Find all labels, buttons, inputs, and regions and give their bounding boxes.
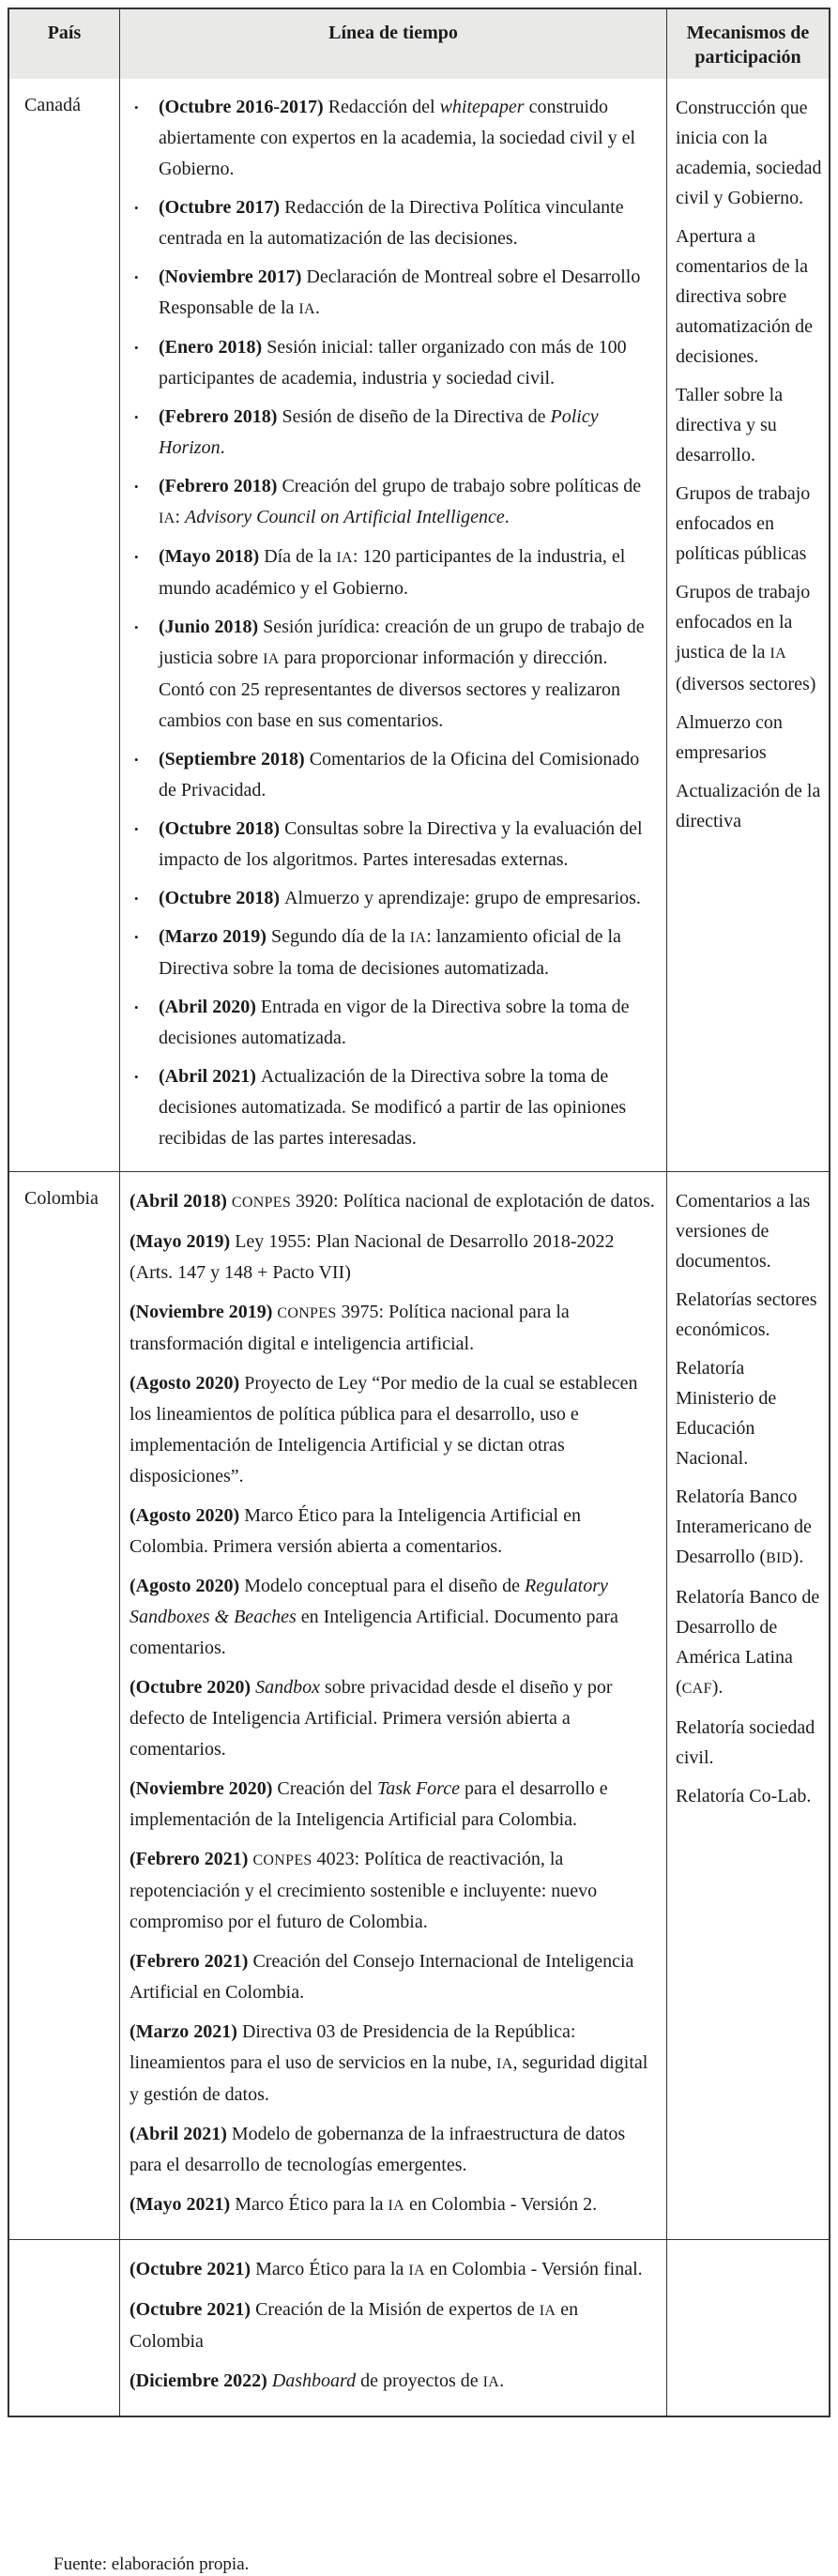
timeline-item: [130, 922, 655, 984]
timeline-item-text: (Febrero 2018) Sesión de diseño de la Directiva de Policy Horizon.: [159, 406, 599, 458]
timeline-item-text: (Abril 2020) Entrada en vigor de la Directiva sobre la toma de decisiones automatizada.: [159, 997, 630, 1048]
bullet-icon: •: [134, 270, 139, 284]
table-row: [9, 1171, 829, 2239]
small-caps-acronym: IA: [336, 550, 353, 566]
bullet-icon: •: [134, 753, 139, 767]
timeline-item: (Octubre 2020) Sandbox sobre privacidad desde el diseño y por defecto de Inteligencia Artificial. Primera versión abierta a comentarios.: [130, 1677, 613, 1760]
small-caps-acronym: IA: [769, 646, 787, 662]
bullet-icon: •: [134, 930, 139, 944]
timeline-item-date: (Octubre 2020): [130, 1677, 256, 1698]
timeline-item: (Agosto 2020) Marco Ético para la Inteligencia Artificial en Colombia. Primera versión abierta a comentarios.: [130, 1505, 581, 1557]
timeline-item: [130, 332, 655, 394]
timeline-item-date: (Octubre 2021): [130, 2259, 256, 2279]
timeline-item-date: (Noviembre 2019): [130, 1302, 278, 1322]
bullet-icon: •: [134, 892, 139, 906]
timeline-item-date: (Octubre 2017): [159, 197, 285, 218]
mechanisms-cell: [666, 79, 829, 1171]
timeline-item: (Agosto 2020) Proyecto de Ley “Por medio de la cual se establecen los lineamientos de política pública para el desarrollo, uso e implementación de Inteligencia Artificial y se dictan otras disposiciones”.: [130, 1373, 638, 1486]
timeline-item-date: (Diciembre 2022): [130, 2370, 272, 2391]
country-cell: Canadá: [24, 95, 81, 115]
mechanism-item: Taller sobre la directiva y su desarrollo.: [676, 385, 784, 465]
timeline-cell: [119, 2240, 666, 2416]
mechanism-item: Relatorías sectores económicos.: [676, 1289, 817, 1340]
mechanisms-cell: [666, 2240, 829, 2416]
bullet-icon: •: [134, 620, 139, 634]
small-caps-acronym: CONPES: [231, 1195, 292, 1211]
mechanism-item: Grupos de trabajo enfocados en políticas públicas: [676, 483, 811, 564]
table-row: [9, 79, 829, 1171]
mechanism-item: Relatoría Banco Interamericano de Desarrollo (BID).: [676, 1486, 812, 1567]
timeline-item: [130, 402, 655, 464]
timeline-item-text: (Febrero 2018) Creación del grupo de trabajo sobre políticas de IA: Advisory Council on Artificial Intelligence.: [159, 476, 642, 527]
timeline-item-date: (Mayo 2019): [130, 1231, 236, 1252]
bullet-icon: •: [134, 341, 139, 355]
small-caps-acronym: IA: [298, 301, 315, 317]
mechanism-item: Relatoría Co-Lab.: [676, 1786, 812, 1806]
timeline-item-text: (Enero 2018) Sesión inicial: taller organizado con más de 100 participantes de academia, industria y sociedad civil.: [159, 337, 627, 389]
timeline-item: [130, 814, 655, 876]
timeline-item-date: (Agosto 2020): [130, 1505, 245, 1526]
small-caps-acronym: IA: [496, 2056, 513, 2072]
timeline-item-date: (Noviembre 2020): [130, 1778, 278, 1799]
timeline-item: [130, 262, 655, 325]
timeline-item: [130, 992, 655, 1054]
timeline-cell: [119, 1172, 666, 2239]
bullet-icon: •: [134, 201, 139, 215]
header-cell-mechanisms: Mecanismos de participación: [666, 9, 829, 79]
timeline-item: (Noviembre 2019) CONPES 3975: Política nacional para la transformación digital e inteligencia artificial.: [130, 1302, 570, 1354]
country-cell: Colombia: [24, 1188, 99, 1209]
bullet-icon: •: [134, 100, 139, 114]
timeline-item-text: (Septiembre 2018) Comentarios de la Oficina del Comisionado de Privacidad.: [159, 749, 640, 800]
timeline-item-date: (Septiembre 2018): [159, 749, 310, 770]
timeline-item-date: (Octubre 2021): [130, 2299, 256, 2320]
timeline-item-date: (Abril 2018): [130, 1191, 232, 1212]
timeline-item: [130, 541, 655, 604]
timeline-item: (Agosto 2020) Modelo conceptual para el diseño de Regulatory Sandboxes & Beaches en Inteligencia Artificial. Documento para comentarios.: [130, 1576, 618, 1658]
timeline-item: [130, 471, 655, 534]
mechanism-item: Comentarios a las versiones de documentos.: [676, 1191, 811, 1272]
mechanism-item: Almuerzo con empresarios: [676, 712, 783, 763]
small-caps-acronym: IA: [159, 511, 175, 526]
timeline-item: [130, 92, 655, 185]
timeline-item-date: (Agosto 2020): [130, 1373, 245, 1394]
table-row: [9, 2239, 829, 2416]
timeline-item: [130, 612, 655, 737]
bullet-icon: •: [134, 480, 139, 494]
bullet-icon: •: [134, 1070, 139, 1084]
mechanism-item: Relatoría Ministerio de Educación Nacional.: [676, 1358, 777, 1469]
timeline-item-text: (Junio 2018) Sesión jurídica: creación de un grupo de trabajo de justicia sobre IA para proporcionar información y dirección. Contó con 25 representantes de diversos sectores y realizaron cambios con base en sus comentarios.: [159, 617, 645, 731]
timeline-cell: [119, 79, 666, 1171]
mechanism-item: Actualización de la directiva: [676, 781, 821, 831]
table-header-row: [9, 9, 829, 79]
timeline-item-text: (Abril 2021) Actualización de la Directiva sobre la toma de decisiones automatizada. Se modificó a partir de las opiniones recibidas de las partes interesadas.: [159, 1066, 627, 1149]
timeline-item-date: (Agosto 2020): [130, 1576, 245, 1596]
header-cell-timeline: Línea de tiempo: [119, 9, 666, 79]
table-body: [9, 79, 829, 2416]
country-ai-policy-table: [8, 8, 830, 2417]
timeline-item: (Abril 2021) Modelo de gobernanza de la infraestructura de datos para el desarrollo de tecnologías emergentes.: [130, 2124, 626, 2175]
timeline-item-text: (Noviembre 2017) Declaración de Montreal sobre el Desarrollo Responsable de la IA.: [159, 267, 641, 318]
timeline-item-date: (Abril 2021): [159, 1066, 261, 1087]
timeline-item-date: (Mayo 2021): [130, 2194, 236, 2215]
timeline-item: (Mayo 2021) Marco Ético para la IA en Colombia - Versión 2.: [130, 2194, 598, 2215]
timeline-item-date: (Marzo 2019): [159, 926, 271, 947]
timeline-item: (Diciembre 2022) Dashboard de proyectos de IA.: [130, 2370, 505, 2391]
timeline-item-text: (Mayo 2018) Día de la IA: 120 participantes de la industria, el mundo académico y el Gobierno.: [159, 546, 626, 599]
timeline-item: (Mayo 2019) Ley 1955: Plan Nacional de Desarrollo 2018-2022 (Arts. 147 y 148 + Pacto VII): [130, 1231, 615, 1283]
bullet-icon: •: [134, 410, 139, 424]
small-caps-acronym: IA: [539, 2303, 556, 2319]
mechanism-item: Relatoría Banco de Desarrollo de América Latina (CAF).: [676, 1587, 820, 1698]
small-caps-acronym: CONPES: [277, 1305, 337, 1321]
timeline-item-text: (Octubre 2018) Almuerzo y aprendizaje: grupo de empresarios.: [159, 888, 641, 908]
timeline-item-date: (Octubre 2018): [159, 818, 285, 839]
mechanisms-cell: [666, 1172, 829, 2239]
timeline-item-date: (Febrero 2018): [159, 406, 282, 427]
timeline-item-text: (Marzo 2019) Segundo día de la IA: lanzamiento oficial de la Directiva sobre la toma de decisiones automatizada.: [159, 926, 621, 979]
bullet-icon: •: [134, 1000, 139, 1014]
small-caps-acronym: IA: [409, 930, 427, 946]
timeline-item-date: (Febrero 2021): [130, 1849, 253, 1869]
timeline-item-date: (Abril 2020): [159, 997, 261, 1017]
mechanism-item: Construcción que inicia con la academia, sociedad civil y Gobierno.: [676, 98, 822, 208]
table-source-caption-clipped: Fuente: elaboración propia.: [53, 2554, 250, 2574]
small-caps-acronym: CONPES: [252, 1852, 312, 1868]
country-cell: [9, 2240, 119, 2416]
timeline-item-date: (Junio 2018): [159, 617, 264, 637]
timeline-item: [130, 192, 655, 254]
mechanism-item: Relatoría sociedad civil.: [676, 1717, 815, 1768]
small-caps-acronym: IA: [263, 651, 280, 667]
timeline-item-text: (Octubre 2017) Redacción de la Directiva Política vinculante centrada en la automatización de las decisiones.: [159, 197, 624, 249]
small-caps-acronym: IA: [408, 2263, 425, 2279]
mechanism-item: Grupos de trabajo enfocados en la justica de la IA (diversos sectores): [676, 582, 816, 694]
timeline-item-date: (Octubre 2018): [159, 888, 285, 908]
timeline-item-date: (Mayo 2018): [159, 546, 265, 567]
timeline-item: (Abril 2018) CONPES 3920: Política nacional de explotación de datos.: [130, 1191, 655, 1212]
mechanism-item: Apertura a comentarios de la directiva sobre automatización de decisiones.: [676, 226, 814, 367]
timeline-item: (Febrero 2021) Creación del Consejo Internacional de Inteligencia Artificial en Colombia.: [130, 1951, 634, 2003]
timeline-item: (Marzo 2021) Directiva 03 de Presidencia de la República: lineamientos para el uso de servicios en la nube, IA, seguridad digital y gestión de datos.: [130, 2021, 648, 2105]
bullet-icon: •: [134, 550, 139, 564]
timeline-item-date: (Noviembre 2017): [159, 267, 307, 287]
timeline-item-date: (Enero 2018): [159, 337, 267, 358]
timeline-item: [130, 744, 655, 806]
timeline-item: (Octubre 2021) Marco Ético para la IA en Colombia - Versión final.: [130, 2259, 643, 2279]
timeline-item: (Febrero 2021) CONPES 4023: Política de reactivación, la repotenciación y el crecimiento sostenible e incluyente: nuevo compromiso por el futuro de Colombia.: [130, 1849, 598, 1932]
timeline-item-date: (Octubre 2016-2017): [159, 97, 328, 117]
timeline-item-date: (Febrero 2018): [159, 476, 282, 496]
timeline-item-date: (Abril 2021): [130, 2124, 232, 2144]
timeline-item: [130, 1061, 655, 1154]
timeline-item: [130, 883, 655, 914]
small-caps-acronym: BID: [766, 1550, 793, 1566]
timeline-item-text: (Octubre 2018) Consultas sobre la Directiva y la evaluación del impacto de los algoritmos. Partes interesadas externas.: [159, 818, 643, 870]
timeline-item: (Octubre 2021) Creación de la Misión de expertos de IA en Colombia: [130, 2299, 579, 2352]
small-caps-acronym: CAF: [681, 1681, 712, 1697]
timeline-item-date: (Febrero 2021): [130, 1951, 253, 1972]
small-caps-acronym: IA: [482, 2374, 500, 2390]
small-caps-acronym: IA: [388, 2198, 404, 2214]
header-cell-country: País: [9, 9, 119, 79]
timeline-item: (Noviembre 2020) Creación del Task Force para el desarrollo e implementación de la Inteligencia Artificial para Colombia.: [130, 1778, 608, 1830]
timeline-item-date: (Marzo 2021): [130, 2021, 242, 2042]
timeline-item-text: (Octubre 2016-2017) Redacción del whitepaper construido abiertamente con expertos en la academia, la sociedad civil y el Gobierno.: [159, 97, 636, 179]
bullet-icon: •: [134, 822, 139, 836]
